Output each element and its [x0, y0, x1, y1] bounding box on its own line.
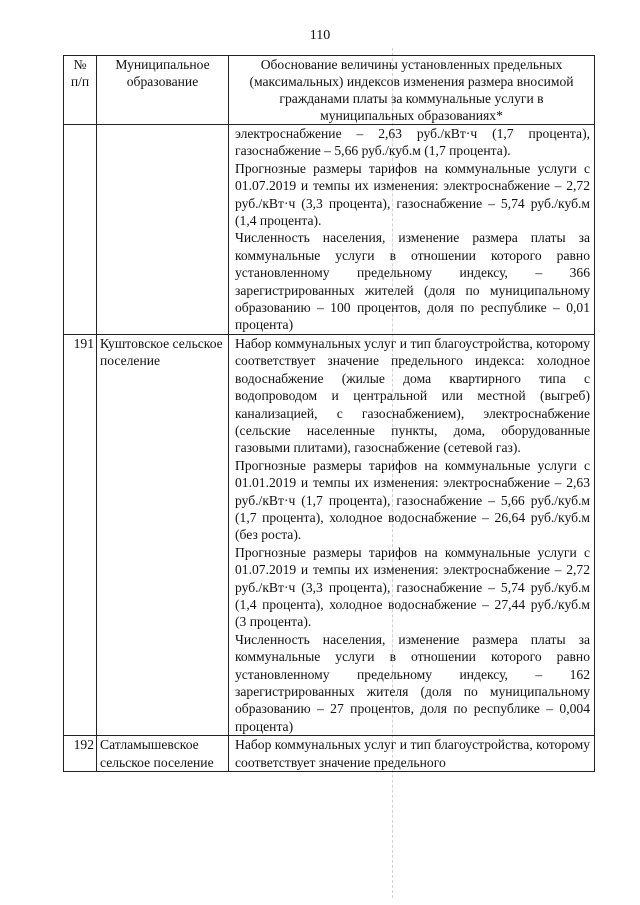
row-justification — [229, 334, 595, 735]
paragraph: Численность населения, изменение размера платы за коммунальные услуги в отношении которого равно установленному предельному индексу, – 366 зарегистрированных жителей (доля по муниципальному образованию – 100 процентов, доля по республике – 0,01 процента) — [235, 230, 590, 333]
paragraph: электроснабжение – 2,63 руб./кВт·ч (1,7 процента), газоснабжение – 5,66 руб./куб.м (1,7 процента). — [235, 126, 590, 159]
row-number: 191 — [64, 334, 97, 735]
row-number — [64, 125, 97, 335]
paragraph: Набор коммунальных услуг и тип благоустройства, которому соответствует значение предельного — [235, 737, 590, 770]
row-municipality: Сатламышевское сельское поселение — [97, 736, 229, 772]
row-municipality: Куштовское сельское поселение — [97, 334, 229, 735]
row-justification — [229, 125, 595, 335]
table-row — [64, 334, 595, 735]
header-justification: Обоснование величины установленных предельных (максимальных) индексов изменения размера вносимой гражданами платы за коммунальные услуги в муниципальных образованиях* — [229, 56, 595, 125]
paragraph: Прогнозные размеры тарифов на коммунальные услуги с 01.01.2019 и темпы их изменения: электроснабжение – 2,63 руб./кВт·ч (1,7 процента), газоснабжение – 5,66 руб./куб.м (1,7 процента), холодное водоснабжение – 26,64 руб./куб.м (без роста). — [235, 457, 590, 543]
tariff-table — [63, 55, 595, 772]
table-row — [64, 736, 595, 772]
header-municipality: Муниципальное образование — [97, 56, 229, 125]
paragraph: Набор коммунальных услуг и тип благоустройства, которому соответствует значение предельного индекса: холодное водоснабжение (жилые дома квартирного типа с водопроводом и центральной или местной (выгреб) канализацией, с газоснабжением), электроснабжение (сельские населенные пункты, дома, оборудованные газовыми плитами), газоснабжение (сетевой газ). — [235, 335, 590, 456]
paragraph: Прогнозные размеры тарифов на коммунальные услуги с 01.07.2019 и темпы их изменения: электроснабжение – 2,72 руб./кВт·ч (3,3 процента), газоснабжение – 5,74 руб./куб.м (1,4 процента). — [235, 160, 590, 229]
row-municipality — [97, 125, 229, 335]
table-row — [64, 125, 595, 335]
page-number: 110 — [309, 28, 331, 43]
header-num: № п/п — [64, 56, 97, 125]
paragraph: Прогнозные размеры тарифов на коммунальные услуги с 01.07.2019 и темпы их изменения: электроснабжение – 2,72 руб./кВт·ч (3,3 процента), газоснабжение – 5,74 руб./куб.м (1,4 процента), холодное водоснабжение – 27,44 руб./куб.м (3 процента). — [235, 544, 590, 630]
row-justification — [229, 736, 595, 772]
paragraph: Численность населения, изменение размера платы за коммунальные услуги в отношении которого равно установленному предельному индексу, – 162 зарегистрированных жителя (доля по муниципальному образованию – 27 процентов, доля по республике – 0,004 процента) — [235, 631, 590, 734]
row-number: 192 — [64, 736, 97, 772]
table-header-row — [64, 56, 595, 125]
scan-fold-line — [392, 48, 393, 898]
